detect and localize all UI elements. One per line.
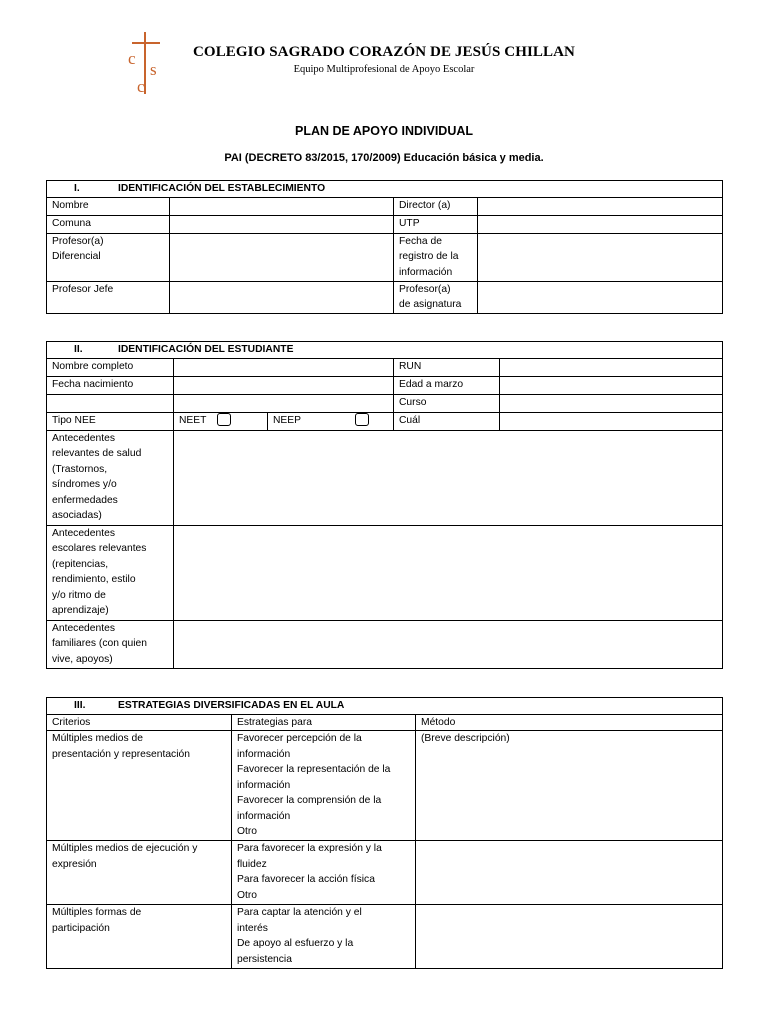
criterio-cell: Múltiples formas de participación — [47, 905, 232, 969]
criterio-cell: Múltiples medios de presentación y representación — [47, 731, 232, 841]
field-fecha-registro — [478, 233, 723, 281]
field-profesor-asignatura — [478, 281, 723, 313]
section-2-header: II. IDENTIFICACIÓN DEL ESTUDIANTE — [47, 342, 723, 359]
field-cual — [500, 412, 723, 430]
field-antecedentes-familiares — [174, 620, 723, 668]
estrategias-cell: Para favorecer la expresión y la fluidez Para favorecer la acción física Otro — [232, 841, 416, 905]
establishment-table — [46, 180, 723, 314]
metodo-cell — [416, 841, 723, 905]
label-director: Director (a) — [394, 197, 478, 215]
school-name: COLEGIO SAGRADO CORAZÓN DE JESÚS CHILLAN — [193, 44, 575, 60]
neet-label: NEET — [179, 414, 207, 426]
document-subtitle: PAI (DECRETO 83/2015, 170/2009) Educación básica y media. — [224, 152, 544, 164]
metodo-cell: (Breve descripción) — [416, 731, 723, 841]
label-profesor-asignatura: Profesor(a) de asignatura — [394, 281, 478, 313]
column-header-metodo: Método — [416, 714, 723, 731]
field-nombre-completo — [174, 358, 394, 376]
field-director — [478, 197, 723, 215]
empty-cell — [174, 394, 394, 412]
label-antecedentes-escolares: Antecedentes escolares relevantes (repitencias, rendimiento, estilo y/o ritmo de aprendizaje) — [47, 525, 174, 620]
neep-checkbox[interactable] — [355, 413, 369, 426]
label-fecha-registro: Fecha de registro de la información — [394, 233, 478, 281]
field-profesor-diferencial — [170, 233, 394, 281]
field-fecha-nacimiento — [174, 376, 394, 394]
criterio-cell: Múltiples medios de ejecución y expresión — [47, 841, 232, 905]
label-fecha-nacimiento: Fecha nacimiento — [47, 376, 174, 394]
section-3-header: III. ESTRATEGIAS DIVERSIFICADAS EN EL AULA — [47, 698, 723, 715]
field-antecedentes-salud — [174, 430, 723, 525]
student-table — [46, 341, 723, 669]
label-nombre: Nombre — [47, 197, 170, 215]
metodo-cell — [416, 905, 723, 969]
field-comuna — [170, 215, 394, 233]
column-header-criterios: Criterios — [47, 714, 232, 731]
label-profesor-diferencial: Profesor(a) Diferencial — [47, 233, 170, 281]
label-utp: UTP — [394, 215, 478, 233]
field-utp — [478, 215, 723, 233]
label-curso: Curso — [394, 394, 500, 412]
field-profesor-jefe — [170, 281, 394, 313]
estrategias-cell: Favorecer percepción de la información Favorecer la representación de la información Favorecer la comprensión de la información Otro — [232, 731, 416, 841]
strategies-table — [46, 697, 723, 969]
svg-text:c: c — [128, 49, 136, 68]
column-header-estrategias: Estrategias para — [232, 714, 416, 731]
label-nombre-completo: Nombre completo — [47, 358, 174, 376]
field-run — [500, 358, 723, 376]
label-comuna: Comuna — [47, 215, 170, 233]
section-1-header: I. IDENTIFICACIÓN DEL ESTABLECIMIENTO — [47, 181, 723, 198]
estrategias-cell: Para captar la atención y el interés De apoyo al esfuerzo y la persistencia — [232, 905, 416, 969]
school-subtitle: Equipo Multiprofesional de Apoyo Escolar — [293, 64, 475, 75]
empty-cell — [47, 394, 174, 412]
field-edad-marzo — [500, 376, 723, 394]
field-curso — [500, 394, 723, 412]
svg-text:c: c — [137, 77, 145, 96]
document-title: PLAN DE APOYO INDIVIDUAL — [294, 124, 474, 138]
neet-checkbox[interactable] — [217, 413, 231, 426]
label-cual: Cuál — [394, 412, 500, 430]
label-profesor-jefe: Profesor Jefe — [47, 281, 170, 313]
neep-option — [268, 412, 394, 430]
neep-label: NEEP — [273, 414, 302, 426]
field-antecedentes-escolares — [174, 525, 723, 620]
svg-text:s: s — [150, 60, 157, 79]
neet-option — [174, 412, 268, 430]
label-edad-marzo: Edad a marzo — [394, 376, 500, 394]
label-antecedentes-salud: Antecedentes relevantes de salud (Trastornos, síndromes y/o enfermedades asociadas) — [47, 430, 174, 525]
field-nombre — [170, 197, 394, 215]
label-antecedentes-familiares: Antecedentes familiares (con quien vive, apoyos) — [47, 620, 174, 668]
label-run: RUN — [394, 358, 500, 376]
label-tipo-nee: Tipo NEE — [47, 412, 174, 430]
